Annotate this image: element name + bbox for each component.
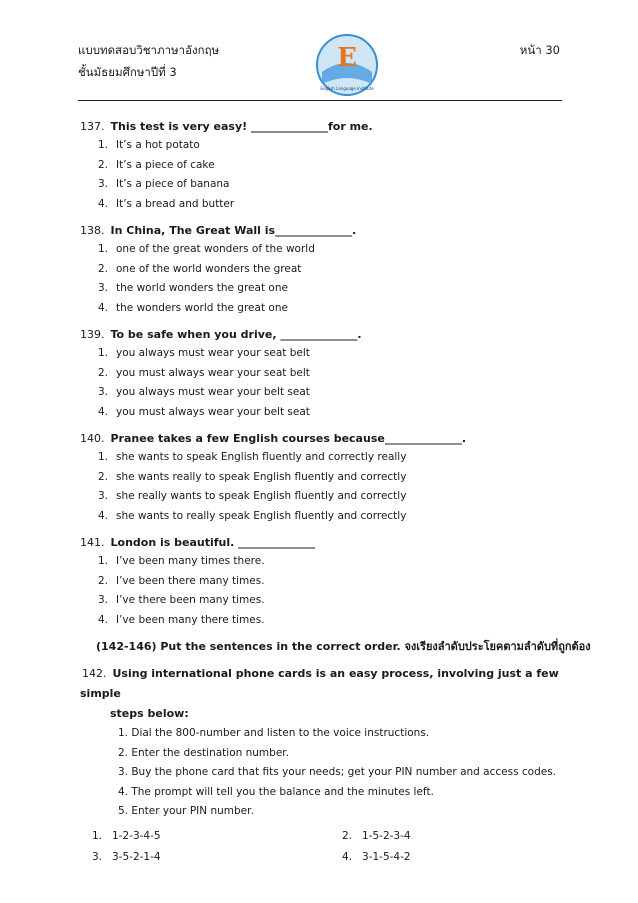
option-text: I’ve there been many times. — [116, 594, 265, 606]
institute-logo — [314, 32, 380, 98]
answer-options — [80, 552, 570, 630]
option-text: 1-2-3-4-5 — [112, 829, 161, 842]
option-number: 3. — [98, 594, 109, 606]
answer-option[interactable] — [92, 826, 342, 847]
question-number: 141. — [80, 536, 105, 549]
question-142-stem-line2: steps below: — [110, 707, 189, 720]
option-number: 4. — [98, 301, 109, 314]
question-number: 142. — [82, 667, 107, 680]
answer-option[interactable] — [80, 403, 570, 423]
option-text: you must always wear your seat belt — [116, 366, 310, 379]
question-number: 137. — [80, 120, 105, 133]
option-number: 2. — [98, 366, 109, 379]
page-header — [78, 38, 562, 102]
question-item — [80, 534, 570, 630]
option-number: 4. — [98, 613, 109, 626]
question-stem — [80, 118, 570, 136]
option-number: 1. — [98, 347, 109, 359]
step-item: 1. Dial the 800-number and listen to the voice instructions. — [118, 727, 430, 739]
answer-options — [80, 344, 570, 422]
option-number: 3. — [98, 282, 109, 294]
logo-caption: English Language Institute — [320, 86, 374, 91]
option-number: 3. — [98, 490, 109, 502]
option-text: she wants really to speak English fluently and correctly — [116, 470, 407, 483]
option-text: 1-5-2-3-4 — [362, 829, 411, 842]
header-divider — [78, 100, 562, 101]
logo-letter: E — [337, 43, 357, 73]
option-number: 4. — [98, 509, 109, 522]
answer-option[interactable] — [80, 240, 570, 260]
option-number: 4. — [98, 405, 109, 418]
option-text: It’s a bread and butter — [116, 197, 235, 210]
answer-option[interactable] — [80, 279, 570, 299]
answer-option[interactable] — [92, 847, 342, 868]
option-number: 1. — [98, 243, 109, 255]
step-item: 5. Enter your PIN number. — [118, 805, 254, 817]
option-text: 3-1-5-4-2 — [362, 850, 411, 863]
option-number: 4. — [98, 197, 109, 210]
question-text: London is beautiful. ______________ — [110, 536, 316, 549]
question-item — [80, 326, 570, 422]
question-text: This test is very easy! ______________for me. — [110, 120, 373, 133]
answer-option[interactable] — [342, 847, 542, 868]
option-text: you always must wear your seat belt — [116, 347, 310, 359]
option-text: It’s a hot potato — [116, 139, 200, 151]
question-142 — [80, 664, 570, 868]
option-text: you always must wear your belt seat — [116, 386, 310, 398]
option-text: she wants to speak English fluently and correctly really — [116, 451, 407, 463]
answer-option[interactable] — [80, 383, 570, 403]
answer-option[interactable] — [80, 175, 570, 195]
option-number: 2. — [98, 262, 109, 275]
option-number: 2. — [98, 470, 109, 483]
option-number: 3. — [92, 850, 103, 863]
question-stem — [80, 430, 570, 448]
option-text: I’ve been there many times. — [116, 574, 265, 587]
question-text: In China, The Great Wall is______________. — [110, 224, 357, 237]
answer-option[interactable] — [80, 195, 570, 215]
option-number: 1. — [98, 139, 109, 151]
answer-option[interactable] — [80, 507, 570, 527]
option-text: I’ve been many there times. — [116, 613, 265, 626]
section-instruction: (142-146) Put the sentences in the correct order. จงเรียงลำดับประโยคตามลำดับที่ถูกต้อง — [96, 640, 591, 653]
option-number: 2. — [98, 574, 109, 587]
answer-option[interactable] — [80, 299, 570, 319]
option-number: 3. — [98, 386, 109, 398]
option-text: you must always wear your belt seat — [116, 405, 310, 418]
option-number: 4. — [342, 850, 353, 863]
option-number: 2. — [342, 829, 353, 842]
answer-option[interactable] — [80, 468, 570, 488]
question-item — [80, 430, 570, 526]
answer-option[interactable] — [80, 448, 570, 468]
step-list — [80, 724, 570, 822]
answer-option[interactable] — [80, 136, 570, 156]
question-stem — [80, 534, 570, 552]
question-number: 138. — [80, 224, 105, 237]
option-number: 1. — [92, 829, 103, 842]
answer-options — [80, 448, 570, 526]
answer-option[interactable] — [80, 552, 570, 572]
step-item: 2. Enter the destination number. — [118, 746, 289, 759]
step-item: 4. The prompt will tell you the balance and the minutes left. — [118, 785, 434, 798]
answer-option[interactable] — [80, 156, 570, 176]
answer-options — [80, 136, 570, 214]
question-content — [80, 118, 591, 876]
answer-options — [80, 826, 570, 868]
answer-option[interactable] — [80, 572, 570, 592]
option-text: she really wants to speak English fluently and correctly — [116, 490, 407, 502]
answer-option[interactable] — [80, 611, 570, 631]
option-text: 3-5-2-1-4 — [112, 850, 161, 863]
question-142-stem — [80, 664, 570, 724]
answer-option[interactable] — [342, 826, 542, 847]
question-number: 139. — [80, 328, 105, 341]
answer-option[interactable] — [80, 260, 570, 280]
question-item — [80, 222, 570, 318]
question-number: 140. — [80, 432, 105, 445]
answer-option[interactable] — [80, 364, 570, 384]
question-stem — [80, 326, 570, 344]
question-text: Pranee takes a few English courses because______________. — [110, 432, 467, 445]
option-number: 1. — [98, 451, 109, 463]
grade-level: ชั้นมัธยมศึกษาปีที่ 3 — [78, 65, 177, 79]
option-text: I’ve been many times there. — [116, 555, 265, 567]
option-text: one of the world wonders the great — [116, 262, 302, 275]
page-number: หน้า 30 — [519, 43, 560, 57]
answer-option[interactable] — [80, 344, 570, 364]
question-stem — [80, 222, 570, 240]
option-text: she wants to really speak English fluently and correctly — [116, 509, 407, 522]
option-number: 2. — [98, 158, 109, 171]
step-item: 3. Buy the phone card that fits your needs; get your PIN number and access codes. — [118, 766, 557, 778]
option-number: 1. — [98, 555, 109, 567]
option-text: the wonders world the great one — [116, 301, 288, 314]
answer-options — [80, 240, 570, 318]
option-text: It’s a piece of cake — [116, 158, 215, 171]
option-number: 3. — [98, 178, 109, 190]
option-text: the world wonders the great one — [116, 282, 288, 294]
option-text: one of the great wonders of the world — [116, 243, 315, 255]
test-title: แบบทดสอบวิชาภาษาอังกฤษ — [78, 43, 220, 57]
option-text: It’s a piece of banana — [116, 178, 230, 190]
question-text: To be safe when you drive, ______________. — [110, 328, 362, 341]
question-list — [80, 118, 570, 630]
question-142-stem-line1: Using international phone cards is an easy process, involving just a few simple — [80, 667, 559, 700]
question-item — [80, 118, 570, 214]
answer-option[interactable] — [80, 591, 570, 611]
answer-option[interactable] — [80, 487, 570, 507]
